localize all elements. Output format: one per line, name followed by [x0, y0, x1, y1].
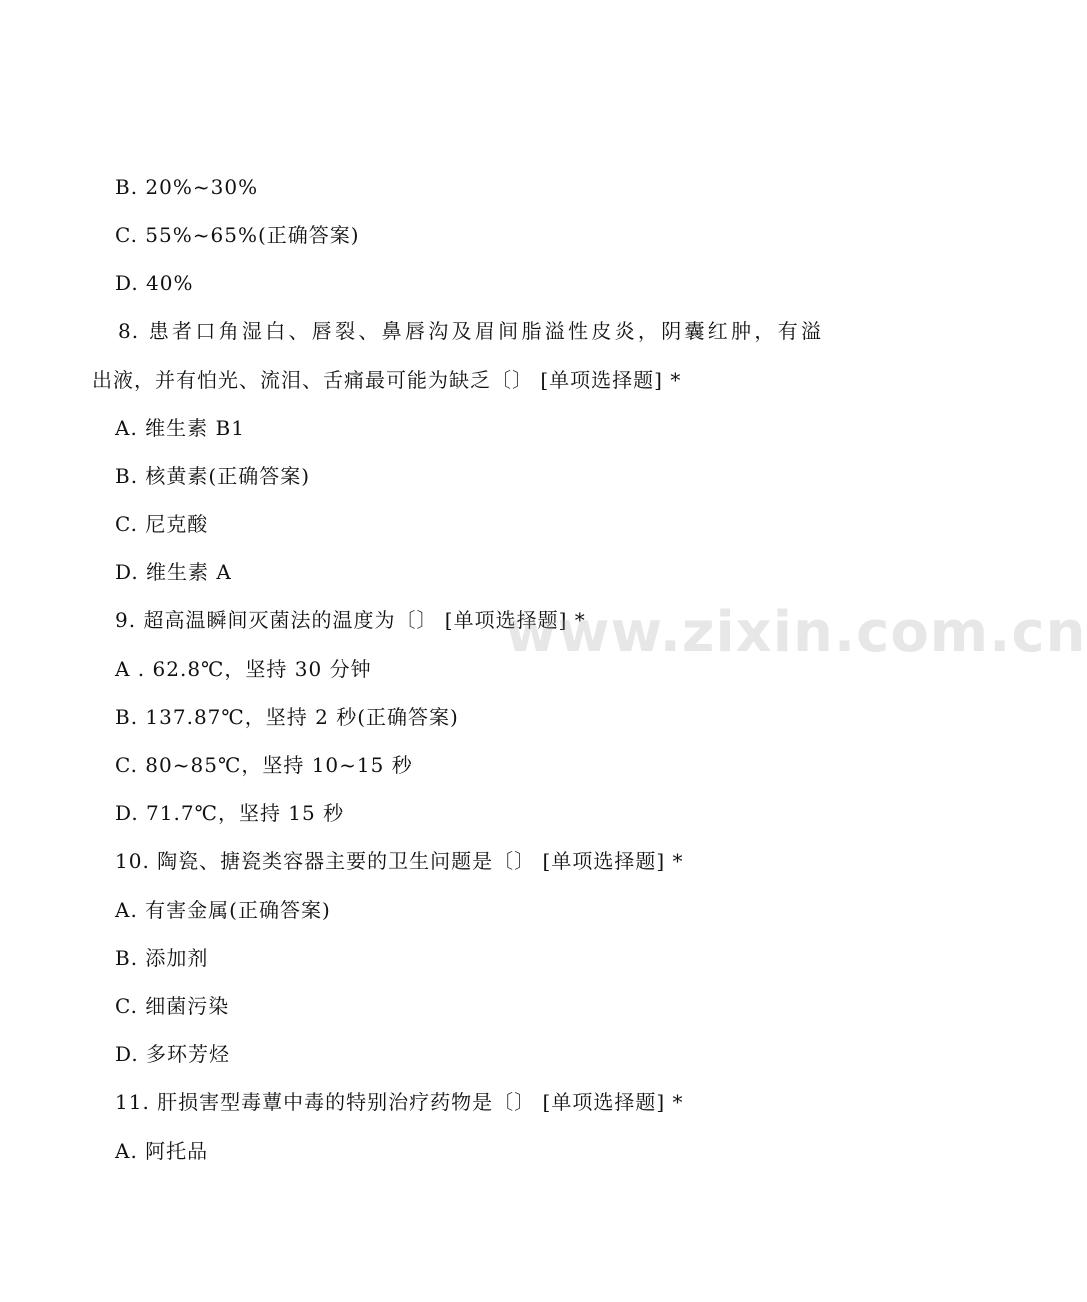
q11-question: 11. 肝损害型毒蕈中毒的特别治疗药物是〔〕 [单项选择题] * [115, 1090, 684, 1114]
q10-question: 10. 陶瓷、搪瓷类容器主要的卫生问题是〔〕 [单项选择题] * [115, 849, 684, 873]
q11-option-a: A. 阿托品 [115, 1139, 209, 1163]
q7-option-b: B. 20%~30% [115, 175, 259, 199]
q9-option-d: D. 71.7℃，坚持 15 秒 [115, 801, 345, 825]
q10-option-a: A. 有害金属(正确答案) [115, 898, 331, 922]
q9-question: 9. 超高温瞬间灭菌法的温度为〔〕 [单项选择题] * [115, 608, 586, 632]
q10-option-d: D. 多环芳烃 [115, 1042, 231, 1066]
q8-option-c: C. 尼克酸 [115, 512, 209, 536]
q8-question-line-2: 出液，并有怕光、流泪、舌痛最可能为缺乏〔〕 [单项选择题] * [92, 368, 682, 392]
q9-option-b: B. 137.87℃，坚持 2 秒(正确答案) [115, 705, 459, 729]
q7-option-d: D. 40% [115, 271, 194, 295]
q7-option-c: C. 55%~65%(正确答案) [115, 223, 360, 247]
q8-option-a: A. 维生素 B1 [115, 416, 245, 440]
watermark: www.zixin.com.cn [505, 600, 1087, 665]
q10-option-c: C. 细菌污染 [115, 994, 230, 1018]
q8-option-d: D. 维生素 A [115, 560, 232, 584]
q10-option-b: B. 添加剂 [115, 946, 209, 970]
q8-question-line-1: 8. 患者口角湿白、唇裂、鼻唇沟及眉间脂溢性皮炎，阴囊红肿，有溢 [118, 319, 822, 343]
q9-option-c: C. 80~85℃，坚持 10~15 秒 [115, 753, 413, 777]
q9-option-a: A . 62.8℃，坚持 30 分钟 [115, 657, 372, 681]
q8-option-b: B. 核黄素(正确答案) [115, 464, 311, 488]
